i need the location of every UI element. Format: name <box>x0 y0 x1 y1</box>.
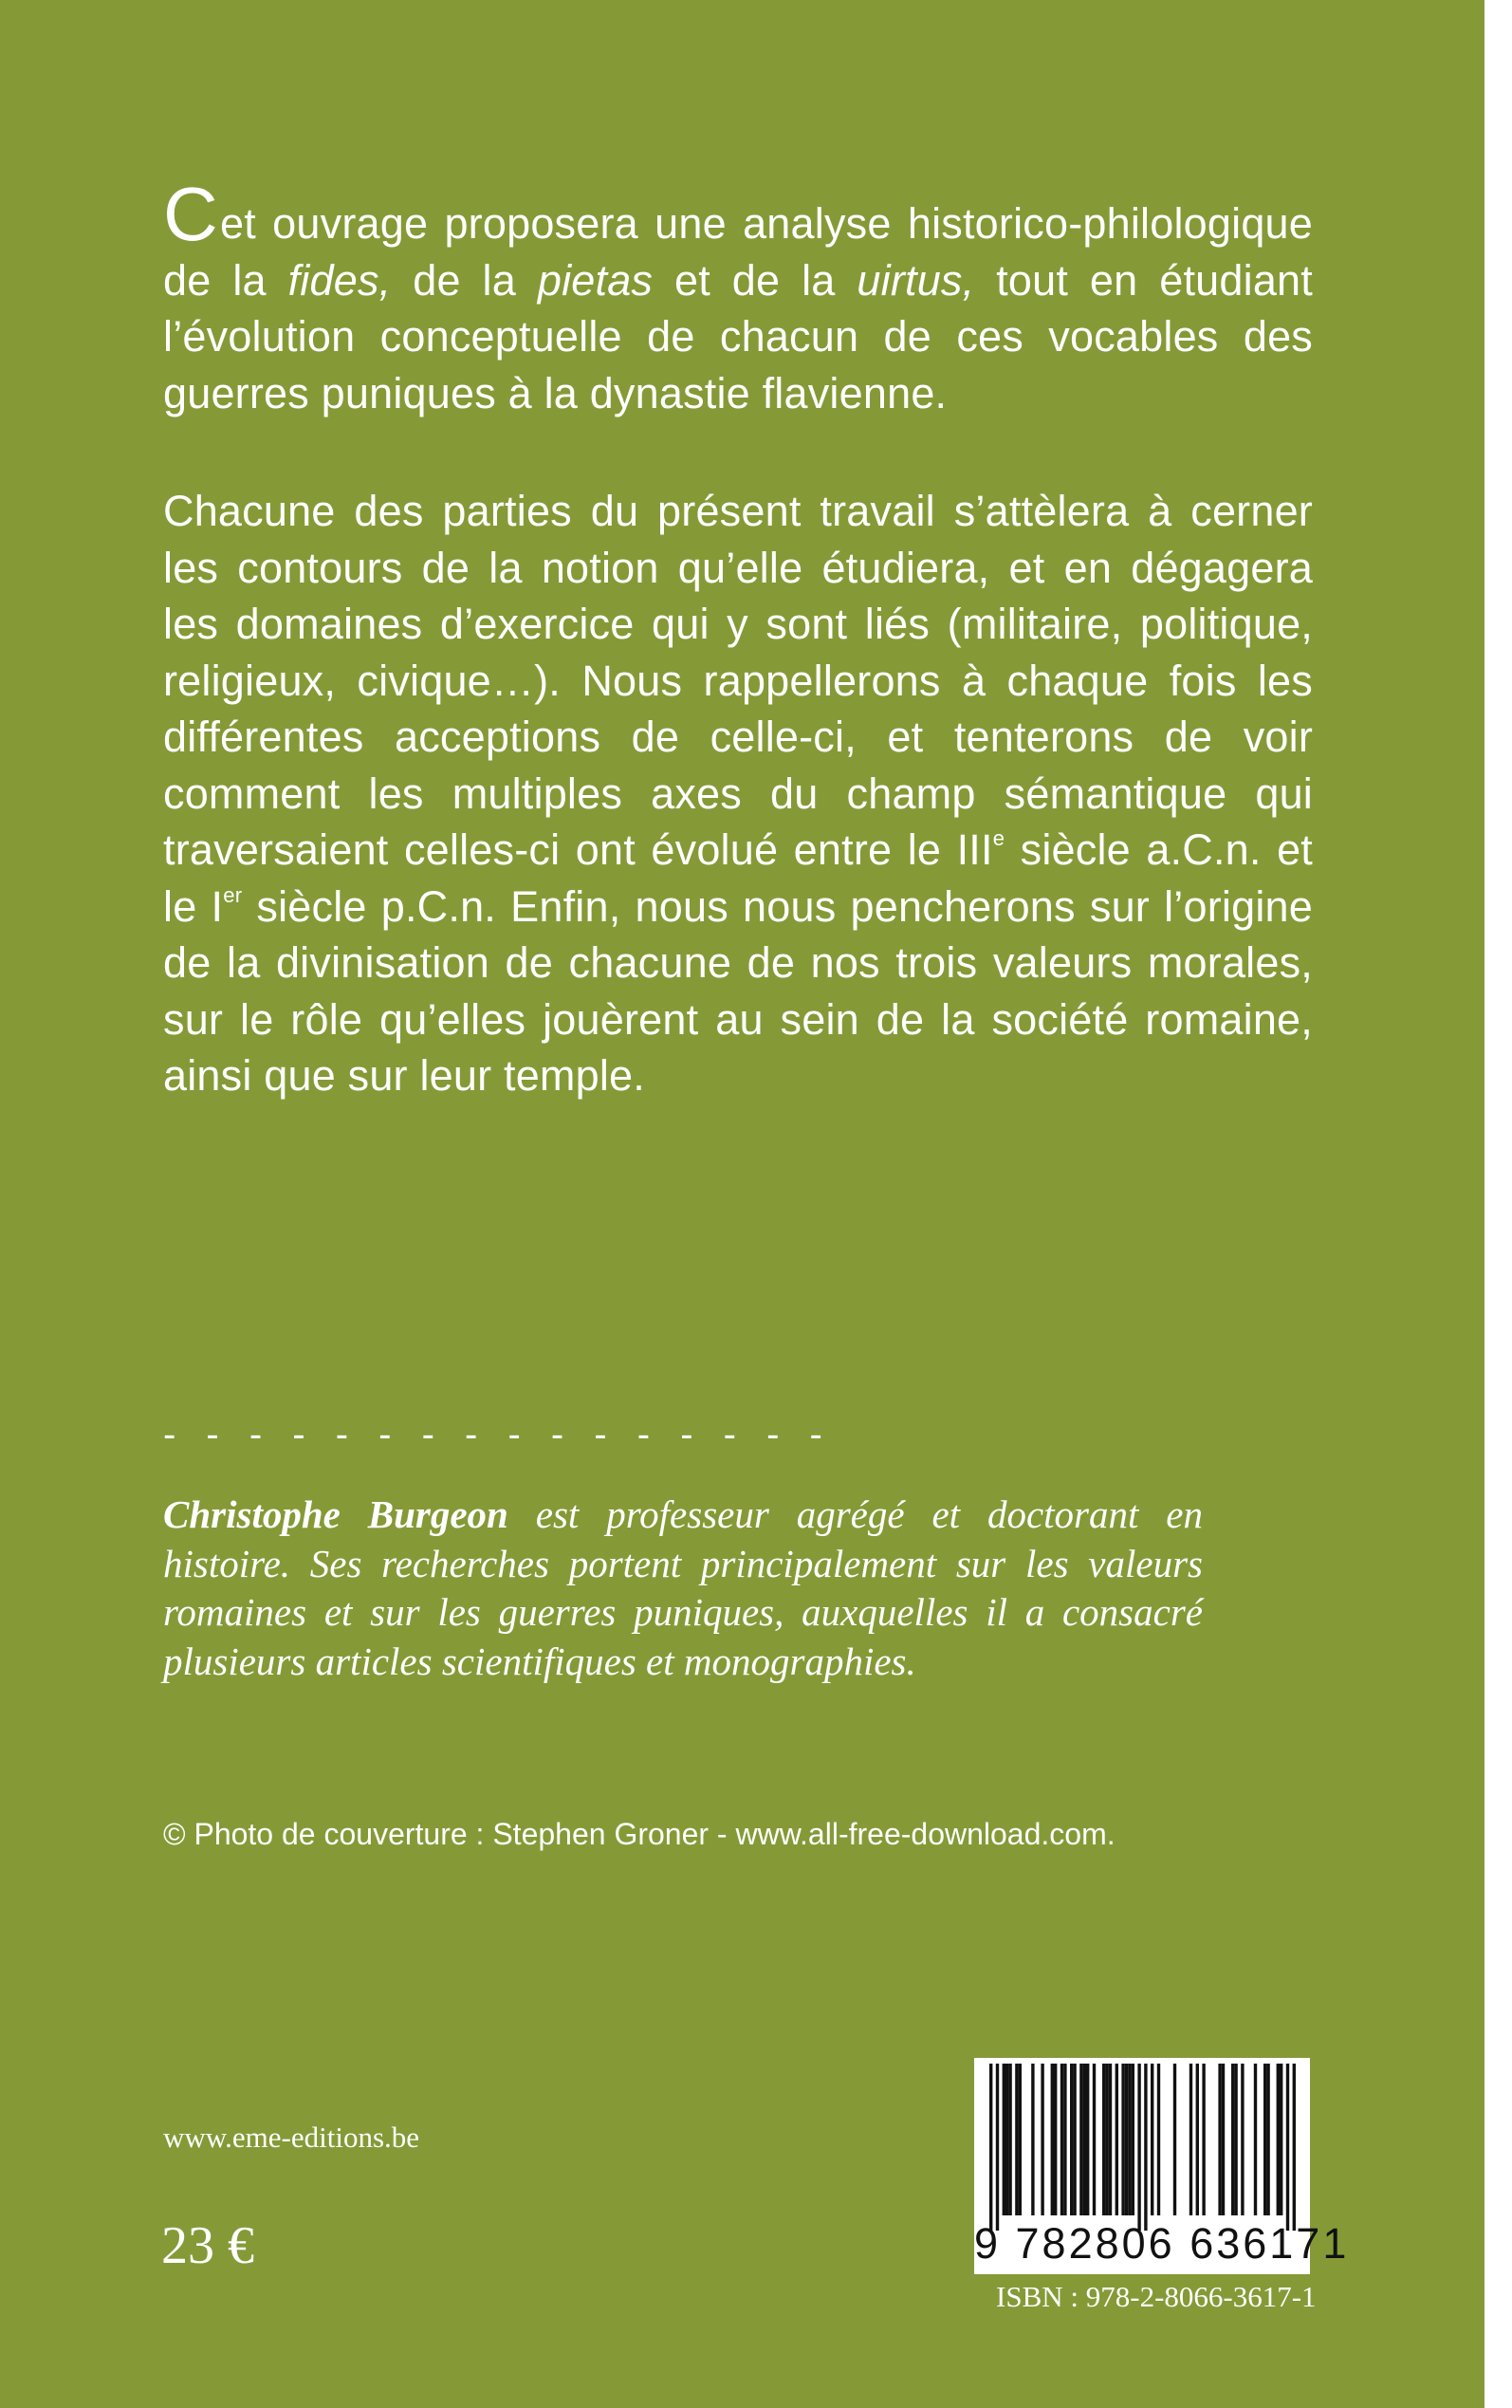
barcode-bar <box>1031 2064 1034 2215</box>
barcode-bar <box>1137 2064 1140 2231</box>
page-edge <box>1484 0 1512 2408</box>
barcode-bar <box>1132 2064 1134 2215</box>
barcode-bar <box>1086 2064 1089 2215</box>
barcode-bar <box>1263 2064 1266 2215</box>
barcode-bar <box>1144 2064 1147 2231</box>
barcode-bar <box>1241 2064 1244 2215</box>
intro-text: et ouvrage proposera une analyse historico-philologique de la <box>163 199 1313 305</box>
barcode-bar <box>1157 2064 1160 2215</box>
price: 23 € <box>161 2216 254 2275</box>
author-bio <box>163 1491 1203 1686</box>
intro-text: siècle a.C.n. et le I <box>163 825 1313 931</box>
publisher-website: www.eme-editions.be <box>163 2121 420 2154</box>
photo-credit: © Photo de couverture : Stephen Groner - www.all-free-download.com. <box>163 1817 1116 1851</box>
barcode-bar <box>1019 2064 1022 2215</box>
barcode-bar <box>1116 2064 1118 2215</box>
author-name: Christophe Burgeon <box>163 1492 508 1536</box>
isbn-number: ISBN : 978-2-8066-3617-1 <box>996 2280 1317 2313</box>
barcode-bar <box>1015 2064 1018 2215</box>
barcode-digits: 9 782806 636171 <box>974 2219 1350 2268</box>
barcode-bar <box>1083 2064 1086 2215</box>
barcode-bar <box>1196 2064 1199 2215</box>
term-fides: fides, <box>287 255 392 305</box>
author-bio-text: est professeur agrégé et doctorant en histoire. Ses recherches portent principalement sur les valeurs romaines et sur les guerres puniques, auxquelles il a consacré plusieurs articles scientifiques et monographies. <box>163 1492 1203 1683</box>
barcode-bar <box>1189 2064 1192 2215</box>
barcode-bar <box>1293 2064 1296 2231</box>
superscript: er <box>223 882 243 907</box>
barcode-bar <box>1093 2064 1096 2215</box>
barcode-bar <box>1280 2064 1282 2215</box>
barcode-bar <box>1234 2064 1237 2215</box>
barcode-bar <box>1173 2064 1176 2215</box>
barcode-bar <box>989 2064 992 2231</box>
intro-text: de la <box>391 255 538 305</box>
barcode-bar <box>1005 2064 1008 2215</box>
barcode-bar <box>1128 2064 1131 2215</box>
barcode-bar <box>1231 2064 1234 2215</box>
barcode-bar <box>996 2064 999 2231</box>
dashed-separator: - - - - - - - - - - - - - - - - <box>163 1414 833 1455</box>
barcode-bar <box>1277 2064 1280 2215</box>
drop-cap: C <box>163 172 218 256</box>
barcode-bar <box>1054 2064 1057 2215</box>
barcode-bar <box>1286 2064 1289 2231</box>
barcode-bar <box>1121 2064 1124 2215</box>
barcode <box>974 2058 1350 2274</box>
barcode-bar <box>1222 2064 1225 2215</box>
barcode-bar <box>1218 2064 1221 2215</box>
barcode-bar <box>1254 2064 1257 2215</box>
barcode-bar <box>1105 2064 1108 2215</box>
term-pietas: pietas <box>537 255 654 305</box>
barcode-bar <box>1109 2064 1112 2215</box>
intro-text: Chacune des parties du présent travail s’attèlera à cerner les contours de la notion qu’elle étudiera, et en dégagera les domaines d’exercice qui y sont liés (militaire, politique, religieux, civique…). Nous rappellerons à chaque fois les différentes acceptions de celle-ci, et tenterons de voir comment les multiples axes du champ sémantique qui traversaient celles-ci ont évolué entre le III <box>163 487 1313 874</box>
barcode-bar <box>1070 2064 1073 2215</box>
barcode-bar <box>1003 2064 1005 2215</box>
term-uirtus: uirtus, <box>857 255 975 305</box>
barcode-bar <box>1125 2064 1128 2215</box>
intro-text: et de la <box>653 255 857 305</box>
superscript: e <box>992 826 1005 850</box>
barcode-bar <box>1102 2064 1105 2215</box>
intro-text: tout en étudiant l’évolution conceptuelle de chacun de ces vocables des guerres puniques à la dynastie flavienne. <box>163 255 1313 417</box>
barcode-bar <box>1063 2064 1066 2215</box>
barcode-bar <box>1079 2064 1082 2215</box>
barcode-bar <box>1151 2064 1153 2215</box>
intro-paragraph-2 <box>163 483 1313 1104</box>
barcode-bar <box>1008 2064 1011 2215</box>
barcode-bar <box>1051 2064 1054 2215</box>
barcode-bar <box>1073 2064 1076 2215</box>
barcode-bar <box>1266 2064 1269 2215</box>
barcode-bar <box>1202 2064 1205 2215</box>
intro-text: siècle p.C.n. Enfin, nous nous pencherons sur l’origine de la divinisation de chacune de nos trois valeurs morales, sur le rôle qu’elles jouèrent au sein de la société romaine, ainsi que sur leur temple. <box>163 881 1313 1100</box>
intro-paragraph-1 <box>163 172 1313 421</box>
barcode-bar <box>1041 2064 1043 2215</box>
barcode-bar <box>1060 2064 1063 2215</box>
